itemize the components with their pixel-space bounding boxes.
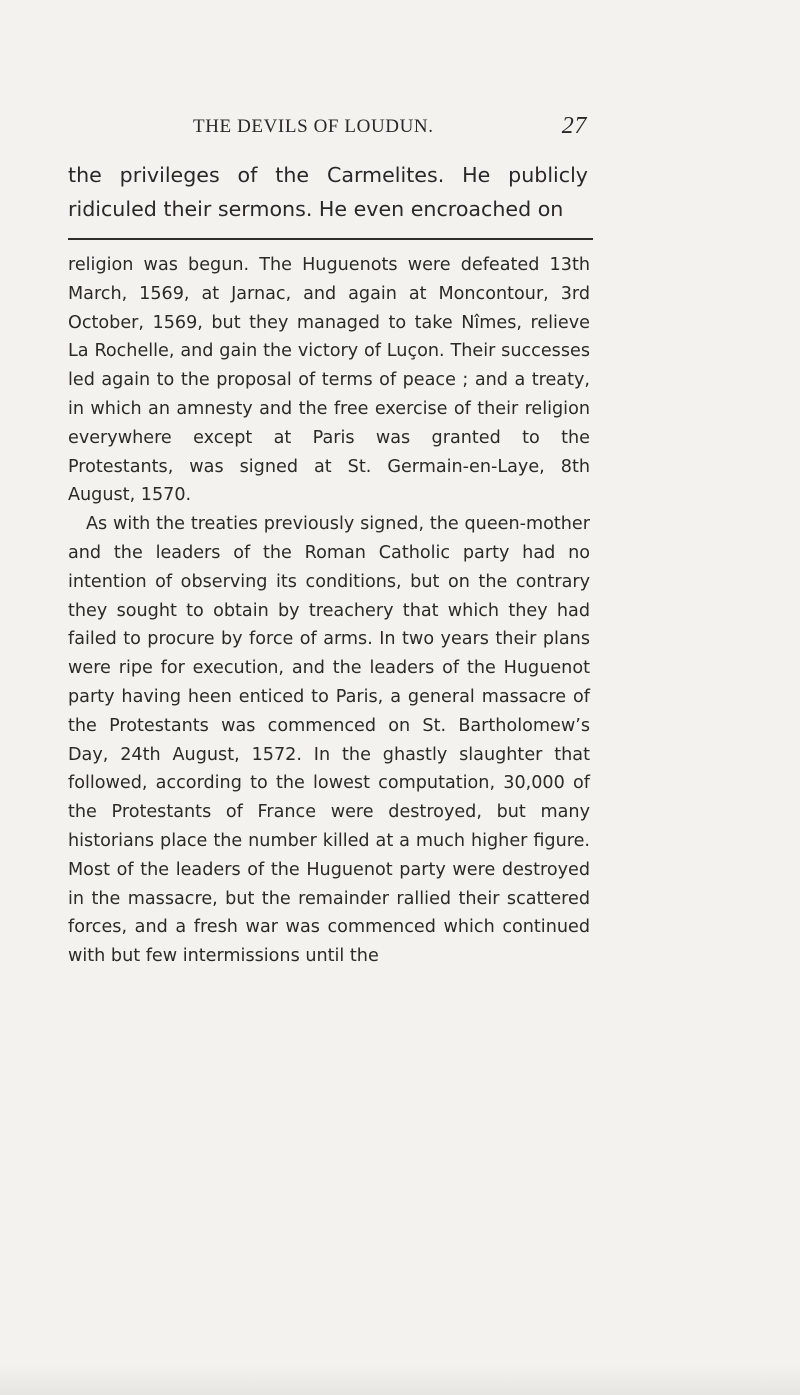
footnote-paragraph-2: As with the treaties previously signed, the queen-mother and the leaders of the Roman Catholic party had no intention of observing its conditions, but on the contrary they sought to obtain by treachery that which they had failed to procure by force of arms. In two years their plans were ripe for execution, and the leaders of the Huguenot party having heen enticed to Paris, a general massacre of the Protestants was commenced on St. Bartholomew’s Day, 24th August, 1572. In the ghastly slaughter that followed, according to the lowest computation, 30,000 of the Protestants of France were destroyed, but many historians place the number killed at a much higher figure. Most of the leaders of the Huguenot party were destroyed in the massacre, but the remainder rallied their scattered forces, and a fresh war was commenced which continued with but few intermissions until the (68, 514, 590, 967)
page-number: 27 (561, 113, 587, 139)
running-title: THE DEVILS OF LOUDUN. (193, 116, 434, 137)
footnote-rule (68, 238, 593, 240)
page-edge-shadow (0, 1365, 800, 1395)
footnote (68, 251, 590, 971)
body-text: the privileges of the Carmelites. He publicly ridiculed their sermons. He even encroached on (68, 163, 588, 221)
footnote-paragraph-1: religion was begun. The Huguenots were defeated 13th March, 1569, at Jarnac, and again at Moncontour, 3rd October, 1569, but they managed to take Nîmes, relieve La Rochelle, and gain the victory of Luçon. Their successes led again to the proposal of terms of peace ; and a treaty, in which an amnesty and the free exercise of their religion everywhere except at Paris was granted to the Protestants, was signed at St. Germain-en-Laye, 8th August, 1570. (68, 255, 590, 506)
